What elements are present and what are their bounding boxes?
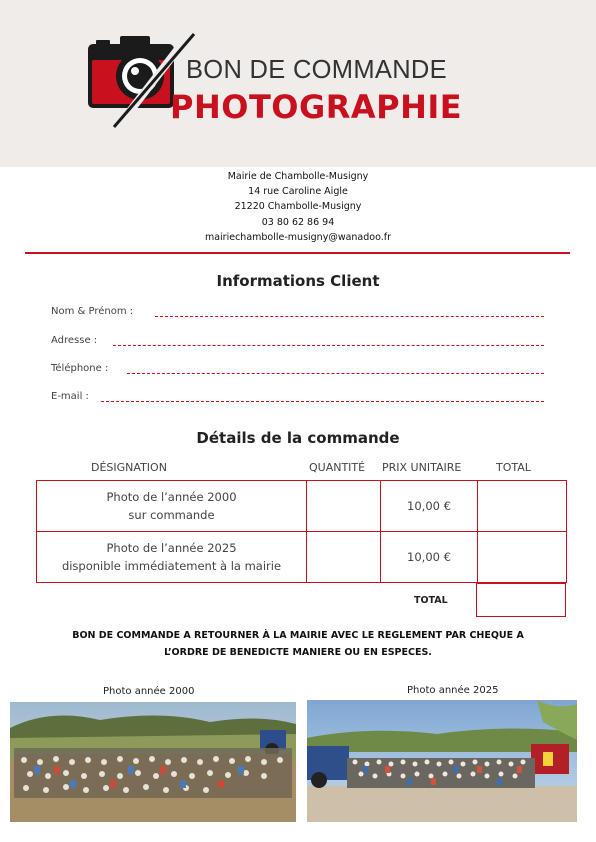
col-quantite: QUANTITÉ [309, 461, 366, 474]
title-photographie: PHOTOGRAPHIE [170, 88, 463, 126]
client-info-title: Informations Client [216, 272, 380, 290]
table-row [37, 532, 567, 583]
designation-cell [37, 532, 307, 583]
email-field[interactable] [101, 401, 544, 402]
grand-total-field[interactable] [476, 583, 566, 617]
col-total: TOTAL [496, 461, 531, 474]
col-prix-unitaire: PRIX UNITAIRE [382, 461, 462, 474]
photo-2000-image [10, 702, 296, 822]
notice-line-2: L’ORDRE DE BENEDICTE MANIERE OU EN ESPECES. [164, 647, 432, 658]
total-cell[interactable] [478, 481, 567, 532]
header-band [0, 0, 596, 167]
quantity-cell[interactable] [307, 532, 381, 583]
phone-label: Téléphone : [51, 363, 109, 374]
address-email: mairiechambolle-musigny@wanadoo.fr [204, 231, 392, 243]
photo-2000-caption: Photo année 2000 [103, 686, 195, 697]
address-field[interactable] [113, 345, 544, 346]
total-cell[interactable] [478, 532, 567, 583]
return-notice [30, 627, 566, 661]
order-details-title: Détails de la commande [196, 429, 400, 447]
email-label: E-mail : [51, 391, 89, 402]
header-divider [25, 252, 570, 254]
address-line-1: Mairie de Chambolle-Musigny [227, 171, 369, 182]
designation-line-1: Photo de l’année 2025 [106, 541, 237, 555]
mairie-address [150, 169, 446, 245]
designation-line-1: Photo de l’année 2000 [106, 490, 237, 504]
designation-line-2: disponible immédiatement à la mairie [61, 559, 282, 573]
address-line-2: 14 rue Caroline Aigle [248, 186, 348, 198]
col-designation: DÉSIGNATION [91, 461, 167, 474]
photo-2025-image [307, 700, 577, 822]
unit-price-cell: 10,00 € [381, 532, 478, 583]
address-line-3: 21220 Chambolle-Musigny [234, 201, 362, 213]
photo-2025-caption: Photo année 2025 [407, 685, 499, 696]
unit-price-cell: 10,00 € [381, 481, 478, 532]
title-bon-de-commande: BON DE COMMANDE [186, 56, 447, 84]
name-label: Nom & Prénom : [51, 306, 134, 317]
notice-line-1: BON DE COMMANDE A RETOURNER À LA MAIRIE AVEC LE REGLEMENT PAR CHEQUE A [72, 630, 524, 641]
phone-field[interactable] [127, 373, 544, 374]
table-row [37, 481, 567, 532]
name-field[interactable] [155, 316, 544, 317]
order-table [36, 480, 567, 583]
quantity-cell[interactable] [307, 481, 381, 532]
designation-line-2: sur commande [128, 508, 215, 522]
grand-total-label: TOTAL [414, 595, 448, 606]
address-label: Adresse : [51, 335, 98, 346]
designation-cell [37, 481, 307, 532]
address-phone: 03 80 62 86 94 [261, 216, 335, 228]
